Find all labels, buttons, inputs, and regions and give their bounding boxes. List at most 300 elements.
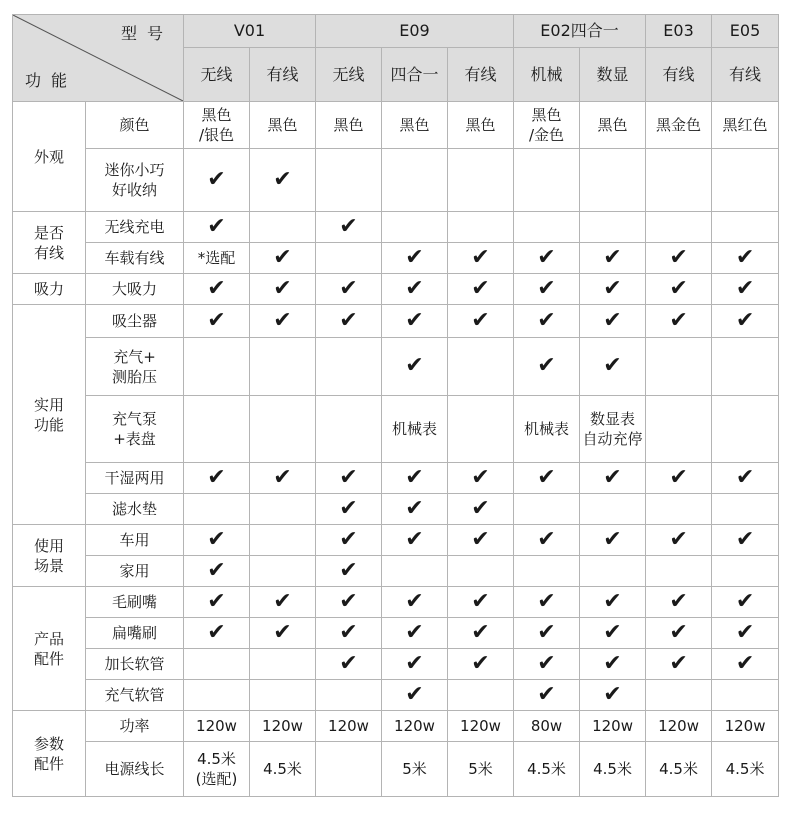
value-cell <box>382 338 448 396</box>
empty-cell <box>250 525 316 556</box>
checkmark-icon: ✔ <box>273 619 292 645</box>
checkmark-icon: ✔ <box>537 681 556 707</box>
empty-cell <box>580 212 646 243</box>
checkmark-icon: ✔ <box>471 588 490 614</box>
empty-cell <box>316 338 382 396</box>
checkmark-icon: ✔ <box>207 166 226 192</box>
checkmark-icon: ✔ <box>207 275 226 301</box>
feature-cell: 大吸力 <box>86 274 184 305</box>
checkmark-icon: ✔ <box>273 588 292 614</box>
checkmark-icon: ✔ <box>207 588 226 614</box>
value-cell <box>514 243 580 274</box>
checkmark-icon: ✔ <box>669 588 688 614</box>
value-cell <box>646 649 712 680</box>
empty-cell <box>184 338 250 396</box>
value-cell <box>184 274 250 305</box>
checkmark-icon: ✔ <box>537 464 556 490</box>
checkmark-icon: ✔ <box>405 244 424 270</box>
checkmark-icon: ✔ <box>405 526 424 552</box>
value-cell <box>382 463 448 494</box>
checkmark-icon: ✔ <box>273 307 292 333</box>
checkmark-icon: ✔ <box>735 307 755 333</box>
empty-cell <box>316 742 382 797</box>
value-cell <box>580 525 646 556</box>
empty-cell <box>712 494 779 525</box>
value-cell <box>382 680 448 711</box>
empty-cell <box>448 396 514 463</box>
value-cell <box>712 463 779 494</box>
value-cell <box>580 243 646 274</box>
checkmark-icon: ✔ <box>735 464 755 490</box>
checkmark-icon: ✔ <box>669 650 688 676</box>
feature-cell: 家用 <box>86 556 184 587</box>
value-cell <box>712 587 779 618</box>
value-cell <box>646 587 712 618</box>
value-cell <box>448 274 514 305</box>
value-cell <box>250 463 316 494</box>
feature-cell: 充气软管 <box>86 680 184 711</box>
table-row <box>13 711 779 742</box>
value-cell: 80w <box>514 711 580 742</box>
value-cell: 黑色 <box>580 102 646 149</box>
value-cell <box>448 587 514 618</box>
value-cell <box>382 587 448 618</box>
value-cell: 黑色 <box>448 102 514 149</box>
value-cell <box>580 618 646 649</box>
empty-cell <box>514 494 580 525</box>
value-cell <box>382 494 448 525</box>
empty-cell <box>184 680 250 711</box>
value-cell: 黑色 /金色 <box>514 102 580 149</box>
checkmark-icon: ✔ <box>339 307 358 333</box>
checkmark-icon: ✔ <box>537 275 556 301</box>
feature-cell: 毛刷嘴 <box>86 587 184 618</box>
variant-header: 有线 <box>712 48 779 102</box>
value-cell <box>448 463 514 494</box>
value-cell <box>712 649 779 680</box>
checkmark-icon: ✔ <box>405 650 424 676</box>
checkmark-icon: ✔ <box>603 681 622 707</box>
value-cell: 5米 <box>448 742 514 797</box>
feature-cell: 充气+ 测胎压 <box>86 338 184 396</box>
value-cell <box>250 274 316 305</box>
value-cell <box>184 587 250 618</box>
checkmark-icon: ✔ <box>537 353 556 378</box>
value-cell <box>250 618 316 649</box>
value-cell: 数显表 自动充停 <box>580 396 646 463</box>
value-cell: 120w <box>580 711 646 742</box>
empty-cell <box>250 649 316 680</box>
value-cell <box>712 618 779 649</box>
value-cell <box>646 243 712 274</box>
table-row <box>13 556 779 587</box>
variant-header: 四合一 <box>382 48 448 102</box>
table-row <box>13 274 779 305</box>
corner-function-label: 功能 <box>25 71 78 90</box>
value-cell <box>184 305 250 338</box>
value-cell <box>250 149 316 212</box>
value-cell: *选配 <box>184 243 250 274</box>
value-cell <box>514 525 580 556</box>
checkmark-icon: ✔ <box>471 619 490 645</box>
value-cell <box>316 649 382 680</box>
checkmark-icon: ✔ <box>339 526 358 552</box>
checkmark-icon: ✔ <box>273 166 292 192</box>
checkmark-icon: ✔ <box>471 650 490 676</box>
checkmark-icon: ✔ <box>339 588 358 614</box>
checkmark-icon: ✔ <box>669 307 688 333</box>
checkmark-icon: ✔ <box>735 526 755 552</box>
empty-cell <box>712 212 779 243</box>
value-cell: 黑色 <box>250 102 316 149</box>
checkmark-icon: ✔ <box>537 526 556 552</box>
value-cell <box>184 618 250 649</box>
category-cell: 参数 配件 <box>13 711 86 797</box>
empty-cell <box>448 556 514 587</box>
feature-cell: 吸尘器 <box>86 305 184 338</box>
empty-cell <box>448 680 514 711</box>
table-row <box>13 338 779 396</box>
checkmark-icon: ✔ <box>603 650 622 676</box>
table-row <box>13 525 779 556</box>
table-row <box>13 680 779 711</box>
value-cell <box>316 556 382 587</box>
value-cell <box>646 525 712 556</box>
checkmark-icon: ✔ <box>735 619 755 645</box>
checkmark-icon: ✔ <box>471 244 490 270</box>
checkmark-icon: ✔ <box>339 275 358 301</box>
checkmark-icon: ✔ <box>405 275 424 301</box>
category-cell: 吸力 <box>13 274 86 305</box>
empty-cell <box>382 149 448 212</box>
model-header-e02: E02四合一 <box>514 15 646 48</box>
value-cell: 4.5米 <box>514 742 580 797</box>
value-cell <box>580 649 646 680</box>
feature-cell: 无线充电 <box>86 212 184 243</box>
table-row <box>13 396 779 463</box>
empty-cell <box>316 243 382 274</box>
empty-cell <box>316 396 382 463</box>
value-cell <box>382 243 448 274</box>
checkmark-icon: ✔ <box>603 353 622 378</box>
checkmark-icon: ✔ <box>669 526 688 552</box>
feature-cell: 功率 <box>86 711 184 742</box>
empty-cell <box>316 149 382 212</box>
table-row <box>13 102 779 149</box>
empty-cell <box>646 338 712 396</box>
checkmark-icon: ✔ <box>537 588 556 614</box>
value-cell <box>382 305 448 338</box>
empty-cell <box>514 556 580 587</box>
value-cell <box>184 525 250 556</box>
checkmark-icon: ✔ <box>471 495 490 521</box>
feature-cell: 滤水垫 <box>86 494 184 525</box>
value-cell <box>382 274 448 305</box>
model-header-e03: E03 <box>646 15 712 48</box>
value-cell <box>316 494 382 525</box>
spec-comparison-table <box>12 14 779 797</box>
checkmark-icon: ✔ <box>735 588 755 614</box>
checkmark-icon: ✔ <box>537 244 556 270</box>
value-cell <box>448 305 514 338</box>
empty-cell <box>250 680 316 711</box>
feature-cell: 扁嘴刷 <box>86 618 184 649</box>
feature-cell: 车用 <box>86 525 184 556</box>
checkmark-icon: ✔ <box>471 464 490 490</box>
checkmark-icon: ✔ <box>603 464 622 490</box>
empty-cell <box>250 212 316 243</box>
checkmark-icon: ✔ <box>669 619 688 645</box>
value-cell <box>448 243 514 274</box>
checkmark-icon: ✔ <box>603 244 622 270</box>
value-cell: 黑金色 <box>646 102 712 149</box>
empty-cell <box>646 149 712 212</box>
table-row <box>13 587 779 618</box>
value-cell <box>712 525 779 556</box>
checkmark-icon: ✔ <box>339 619 358 645</box>
value-cell <box>250 243 316 274</box>
checkmark-icon: ✔ <box>471 275 490 301</box>
checkmark-icon: ✔ <box>207 464 226 490</box>
value-cell <box>382 649 448 680</box>
checkmark-icon: ✔ <box>339 213 358 239</box>
checkmark-icon: ✔ <box>405 588 424 614</box>
variant-header: 有线 <box>448 48 514 102</box>
value-cell: 120w <box>184 711 250 742</box>
empty-cell <box>250 338 316 396</box>
empty-cell <box>712 149 779 212</box>
value-cell <box>316 463 382 494</box>
checkmark-icon: ✔ <box>735 650 755 676</box>
value-cell <box>184 212 250 243</box>
value-cell <box>712 274 779 305</box>
table-row <box>13 463 779 494</box>
empty-cell <box>184 396 250 463</box>
checkmark-icon: ✔ <box>537 650 556 676</box>
value-cell <box>646 274 712 305</box>
variant-header: 无线 <box>184 48 250 102</box>
value-cell <box>316 274 382 305</box>
value-cell: 4.5米 <box>646 742 712 797</box>
checkmark-icon: ✔ <box>603 275 622 301</box>
value-cell: 120w <box>712 711 779 742</box>
checkmark-icon: ✔ <box>471 526 490 552</box>
value-cell <box>448 525 514 556</box>
checkmark-icon: ✔ <box>273 275 292 301</box>
feature-cell: 车载有线 <box>86 243 184 274</box>
table-row <box>13 243 779 274</box>
value-cell <box>184 556 250 587</box>
empty-cell <box>382 212 448 243</box>
checkmark-icon: ✔ <box>603 526 622 552</box>
checkmark-icon: ✔ <box>537 619 556 645</box>
empty-cell <box>646 680 712 711</box>
empty-cell <box>250 556 316 587</box>
model-header-e09: E09 <box>316 15 514 48</box>
value-cell <box>514 463 580 494</box>
value-cell <box>448 618 514 649</box>
checkmark-icon: ✔ <box>273 244 292 270</box>
empty-cell <box>712 556 779 587</box>
empty-cell <box>250 396 316 463</box>
table-row <box>13 305 779 338</box>
value-cell <box>184 463 250 494</box>
value-cell <box>580 680 646 711</box>
empty-cell <box>712 396 779 463</box>
feature-cell: 加长软管 <box>86 649 184 680</box>
variant-header: 数显 <box>580 48 646 102</box>
value-cell <box>580 587 646 618</box>
model-header-e05: E05 <box>712 15 779 48</box>
checkmark-icon: ✔ <box>339 495 358 521</box>
value-cell <box>514 618 580 649</box>
value-cell <box>250 305 316 338</box>
value-cell <box>448 649 514 680</box>
value-cell <box>712 305 779 338</box>
checkmark-icon: ✔ <box>735 244 755 270</box>
checkmark-icon: ✔ <box>669 244 688 270</box>
table-row <box>13 212 779 243</box>
value-cell <box>580 305 646 338</box>
empty-cell <box>250 494 316 525</box>
checkmark-icon: ✔ <box>405 681 424 707</box>
checkmark-icon: ✔ <box>405 307 424 333</box>
value-cell <box>514 274 580 305</box>
value-cell <box>712 243 779 274</box>
value-cell: 4.5米 <box>712 742 779 797</box>
empty-cell <box>514 149 580 212</box>
variant-header: 机械 <box>514 48 580 102</box>
empty-cell <box>646 556 712 587</box>
empty-cell <box>448 212 514 243</box>
checkmark-icon: ✔ <box>339 650 358 676</box>
empty-cell <box>514 212 580 243</box>
value-cell: 机械表 <box>382 396 448 463</box>
value-cell <box>646 618 712 649</box>
checkmark-icon: ✔ <box>603 588 622 614</box>
checkmark-icon: ✔ <box>405 464 424 490</box>
value-cell <box>316 305 382 338</box>
empty-cell <box>646 494 712 525</box>
value-cell <box>514 649 580 680</box>
value-cell <box>184 149 250 212</box>
value-cell: 黑红色 <box>712 102 779 149</box>
category-cell: 是否 有线 <box>13 212 86 274</box>
value-cell <box>514 305 580 338</box>
feature-cell: 电源线长 <box>86 742 184 797</box>
table-row <box>13 494 779 525</box>
feature-cell: 干湿两用 <box>86 463 184 494</box>
empty-cell <box>712 338 779 396</box>
checkmark-icon: ✔ <box>735 275 755 301</box>
value-cell <box>316 618 382 649</box>
feature-cell: 颜色 <box>86 102 184 149</box>
value-cell <box>514 587 580 618</box>
value-cell <box>316 587 382 618</box>
corner-model-label: 型号 <box>120 24 173 43</box>
value-cell: 5米 <box>382 742 448 797</box>
value-cell <box>316 525 382 556</box>
empty-cell <box>184 649 250 680</box>
value-cell <box>382 618 448 649</box>
table-row <box>13 149 779 212</box>
empty-cell <box>382 556 448 587</box>
value-cell: 120w <box>250 711 316 742</box>
variant-header: 无线 <box>316 48 382 102</box>
checkmark-icon: ✔ <box>603 307 622 333</box>
feature-cell: 迷你小巧 好收纳 <box>86 149 184 212</box>
value-cell: 黑色 /银色 <box>184 102 250 149</box>
empty-cell <box>316 680 382 711</box>
value-cell: 黑色 <box>316 102 382 149</box>
value-cell: 机械表 <box>514 396 580 463</box>
empty-cell <box>580 149 646 212</box>
value-cell: 120w <box>448 711 514 742</box>
empty-cell <box>646 396 712 463</box>
variant-header: 有线 <box>250 48 316 102</box>
variant-header: 有线 <box>646 48 712 102</box>
value-cell: 4.5米 <box>250 742 316 797</box>
value-cell: 4.5米 (选配) <box>184 742 250 797</box>
checkmark-icon: ✔ <box>207 526 226 552</box>
value-cell <box>580 338 646 396</box>
checkmark-icon: ✔ <box>339 464 358 490</box>
empty-cell <box>580 494 646 525</box>
table-row <box>13 618 779 649</box>
value-cell <box>580 274 646 305</box>
value-cell <box>514 338 580 396</box>
category-cell: 产品 配件 <box>13 587 86 711</box>
value-cell <box>448 494 514 525</box>
value-cell <box>646 463 712 494</box>
value-cell <box>382 525 448 556</box>
value-cell <box>316 212 382 243</box>
checkmark-icon: ✔ <box>405 619 424 645</box>
value-cell: 黑色 <box>382 102 448 149</box>
table-body <box>13 102 779 797</box>
table-row <box>13 649 779 680</box>
checkmark-icon: ✔ <box>471 307 490 333</box>
checkmark-icon: ✔ <box>669 275 688 301</box>
value-cell <box>646 305 712 338</box>
checkmark-icon: ✔ <box>603 619 622 645</box>
value-cell <box>250 587 316 618</box>
checkmark-icon: ✔ <box>207 557 226 583</box>
empty-cell <box>646 212 712 243</box>
category-cell: 实用 功能 <box>13 305 86 525</box>
category-cell: 外观 <box>13 102 86 212</box>
value-cell: 120w <box>646 711 712 742</box>
model-header-v01: V01 <box>184 15 316 48</box>
checkmark-icon: ✔ <box>273 464 292 490</box>
checkmark-icon: ✔ <box>207 213 226 239</box>
category-cell: 使用 场景 <box>13 525 86 587</box>
header-corner-cell <box>13 15 184 102</box>
empty-cell <box>448 149 514 212</box>
feature-cell: 充气泵 +表盘 <box>86 396 184 463</box>
value-cell <box>514 680 580 711</box>
value-cell: 4.5米 <box>580 742 646 797</box>
value-cell: 120w <box>316 711 382 742</box>
checkmark-icon: ✔ <box>405 495 424 521</box>
value-cell: 120w <box>382 711 448 742</box>
value-cell <box>580 463 646 494</box>
table-header <box>13 15 779 102</box>
checkmark-icon: ✔ <box>339 557 358 583</box>
checkmark-icon: ✔ <box>669 464 688 490</box>
checkmark-icon: ✔ <box>207 307 226 333</box>
empty-cell <box>448 338 514 396</box>
